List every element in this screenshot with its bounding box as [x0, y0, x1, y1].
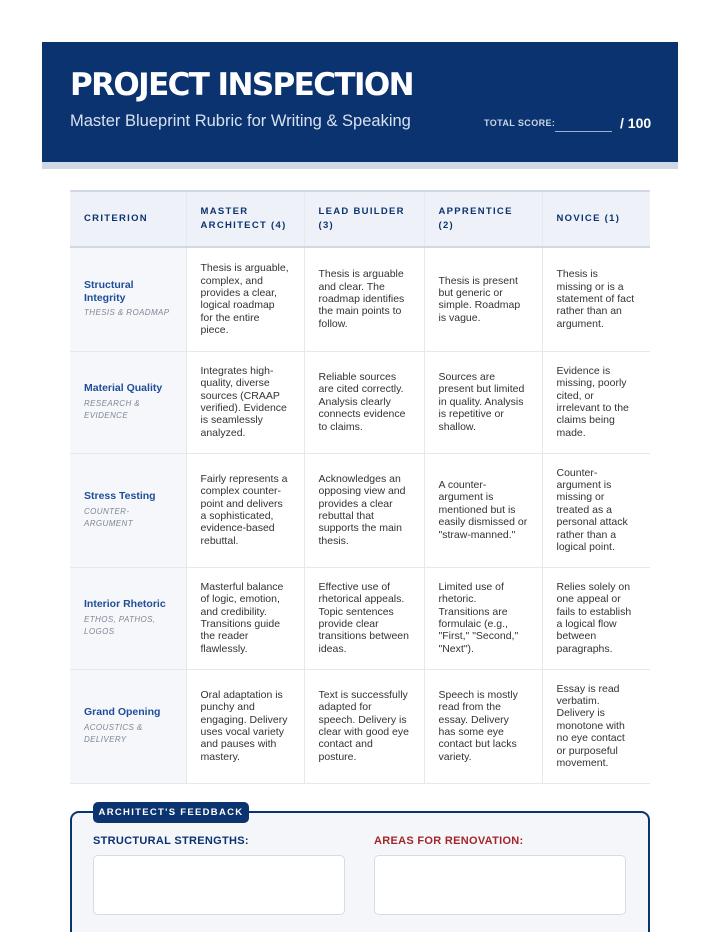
descriptor-cell: Speech is mostly read from the essay. Delivery has some eye contact but lacks variety.	[424, 669, 542, 783]
feedback-tab-label: ARCHITECT'S FEEDBACK	[93, 802, 249, 823]
descriptor-cell: Counter-argument is missing or treated as a personal attack rather than a logical point.	[542, 453, 650, 567]
descriptor-cell: Essay is read verbatim. Delivery is monotone with no eye contact or purposeful movement.	[542, 669, 650, 783]
descriptor-cell: Integrates high-quality, diverse sources (CRAAP verified). Evidence is seamlessly analyzed.	[186, 351, 304, 453]
descriptor-cell: Thesis is arguable and clear. The roadmap identifies the main points to follow.	[304, 247, 424, 351]
strengths-input-box[interactable]	[93, 855, 345, 915]
strengths-heading: STRUCTURAL STRENGTHS:	[93, 835, 249, 847]
table-row	[70, 247, 650, 351]
table-row	[70, 351, 650, 453]
table-row	[70, 669, 650, 783]
criterion-name: Stress Testing	[84, 490, 156, 503]
header-banner	[42, 42, 678, 162]
descriptor-cell: Relies solely on one appeal or fails to establish a logical flow between paragraphs.	[542, 567, 650, 669]
col-header-criterion: CRITERION	[70, 191, 186, 247]
table-row	[70, 453, 650, 567]
criterion-name: Grand Opening	[84, 706, 161, 719]
rubric-header-row	[70, 191, 650, 247]
renovation-input-box[interactable]	[374, 855, 626, 915]
criterion-name: Material Quality	[84, 382, 163, 395]
page-title: PROJECT INSPECTION	[70, 67, 413, 103]
descriptor-cell: Evidence is missing, poorly cited, or irrelevant to the claims being made.	[542, 351, 650, 453]
criterion-subtitle: COUNTER-ARGUMENT	[84, 506, 133, 528]
criterion-name: Structural Integrity	[84, 279, 134, 304]
criterion-cell	[70, 351, 186, 453]
table-row	[70, 567, 650, 669]
criterion-name: Interior Rhetoric	[84, 598, 166, 611]
descriptor-cell: Fairly represents a complex counter-point and delivers a sophisticated, evidence-based rebuttal.	[186, 453, 304, 567]
col-header-lead-builder: LEAD BUILDER (3)	[304, 191, 424, 247]
renovation-heading: AREAS FOR RENOVATION:	[374, 835, 524, 847]
descriptor-cell: Text is successfully adapted for speech. Delivery is clear with good eye contact and posture.	[304, 669, 424, 783]
descriptor-cell: Limited use of rhetoric. Transitions are formulaic (e.g., "First," "Second," "Next").	[424, 567, 542, 669]
descriptor-cell: Oral adaptation is punchy and engaging. Delivery uses vocal variety and pauses with mastery.	[186, 669, 304, 783]
descriptor-cell: Acknowledges an opposing view and provides a clear rebuttal that supports the main thesis.	[304, 453, 424, 567]
descriptor-cell: Thesis is arguable, complex, and provides a clear, logical roadmap for the entire piece.	[186, 247, 304, 351]
col-header-novice: NOVICE (1)	[542, 191, 650, 247]
descriptor-cell: Effective use of rhetorical appeals. Topic sentences provide clear transitions between ideas.	[304, 567, 424, 669]
descriptor-cell: Masterful balance of logic, emotion, and credibility. Transitions guide the reader flawlessly.	[186, 567, 304, 669]
descriptor-cell: Sources are present but limited in quality. Analysis is repetitive or shallow.	[424, 351, 542, 453]
page-subtitle: Master Blueprint Rubric for Writing & Speaking	[70, 112, 411, 130]
descriptor-cell: Reliable sources are cited correctly. Analysis clearly connects evidence to claims.	[304, 351, 424, 453]
criterion-cell	[70, 669, 186, 783]
total-score-label: TOTAL SCORE:	[484, 118, 556, 128]
total-score-blank[interactable]	[555, 131, 612, 132]
criterion-subtitle: ACOUSTICS & DELIVERY	[84, 722, 143, 744]
descriptor-cell: Thesis is missing or is a statement of fact rather than an argument.	[542, 247, 650, 351]
descriptor-cell: A counter-argument is mentioned but is easily dismissed or "straw-manned."	[424, 453, 542, 567]
rubric-table	[70, 190, 650, 784]
criterion-subtitle: RESEARCH & EVIDENCE	[84, 398, 141, 420]
criterion-subtitle: ETHOS, PATHOS, LOGOS	[84, 614, 156, 636]
descriptor-cell: Thesis is present but generic or simple. Roadmap is vague.	[424, 247, 542, 351]
criterion-subtitle: THESIS & ROADMAP	[84, 308, 170, 318]
header-underline	[42, 162, 678, 169]
col-header-apprentice: APPRENTICE (2)	[424, 191, 542, 247]
col-header-master-architect: MASTER ARCHITECT (4)	[186, 191, 304, 247]
criterion-cell	[70, 453, 186, 567]
criterion-cell	[70, 247, 186, 351]
criterion-cell	[70, 567, 186, 669]
total-score-max: / 100	[620, 115, 652, 131]
